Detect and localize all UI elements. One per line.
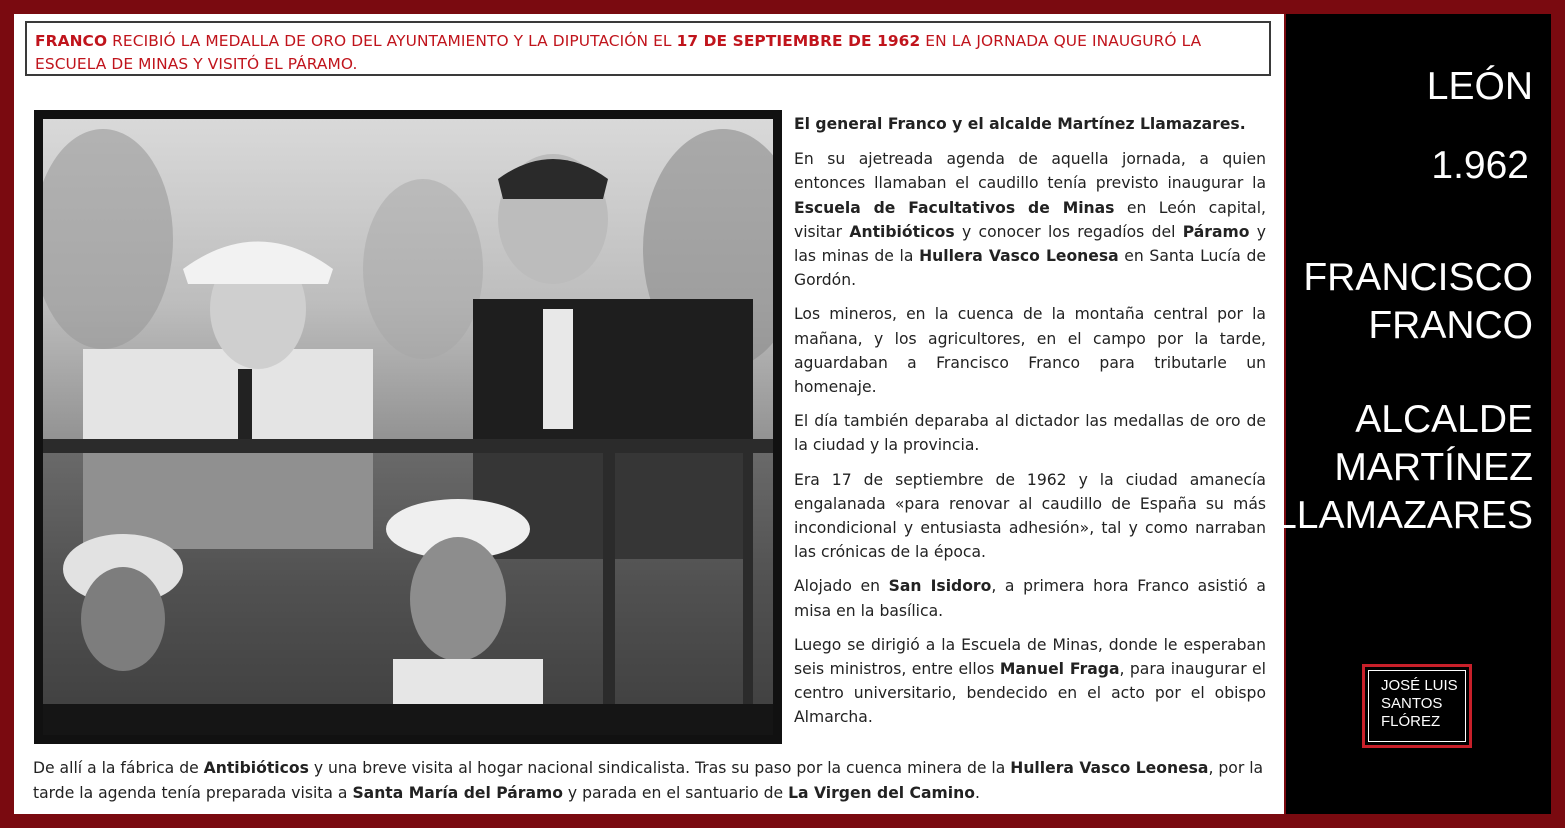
historical-photo — [43, 119, 773, 735]
author-line2: SANTOS — [1381, 695, 1443, 712]
author-line1: JOSÉ LUIS — [1381, 677, 1458, 694]
article-column — [794, 112, 1266, 740]
headline-date: 17 DE SEPTIEMBRE DE 1962 — [676, 32, 921, 50]
text-span: y parada en el santuario de — [562, 784, 789, 802]
sidebar-name-line2: FRANCO — [1368, 304, 1533, 347]
sidebar-panel — [1275, 14, 1551, 814]
text-span: y las minas de la — [794, 222, 1266, 266]
text-bold: Manuel Fraga — [999, 660, 1120, 679]
photo-caption: El general Franco y el alcalde Martínez Llamazares. — [794, 115, 1246, 133]
text-bold: Antibióticos — [849, 222, 955, 241]
author-credit — [1368, 670, 1466, 742]
author-line3: FLÓREZ — [1381, 713, 1441, 730]
photo-illustration — [43, 119, 773, 735]
headline-text-2: EN LA JORNADA QUE INAUGURÓ LA ESCUELA DE MINAS Y VISITÓ EL PÁRAMO. — [35, 32, 1202, 73]
text-bold: La Virgen del Camino — [788, 784, 975, 802]
text-span: , para inaugurar el centro universitario, bendecido en el acto por el obispo Almarcha. — [794, 660, 1266, 727]
text-bold: Antibióticos — [203, 759, 309, 777]
text-bold: Escuela de Facultativos de Minas — [794, 198, 1115, 217]
text-bold: Hullera Vasco Leonesa — [919, 247, 1119, 266]
headline-box — [25, 21, 1271, 76]
photo-frame — [34, 110, 782, 744]
footer-paragraph — [33, 756, 1273, 806]
article-paragraph-4: Era 17 de septiembre de 1962 y la ciudad amanecía engalanada «para renovar al caudillo de España su más incondicional y entusiasta adhesión», tal y como narraban las crónicas de la época. — [794, 470, 1266, 562]
author-box — [1362, 664, 1472, 748]
article-paragraph-2: Los mineros, en la cuenca de la montaña central por la mañana, y los agricultores, en el campo por la tarde, aguardaban a Francisco Franco para tributarle un homenaje. — [794, 305, 1266, 397]
sidebar-mayor-line2: MARTÍNEZ — [1334, 446, 1533, 489]
article-paragraph-1 — [794, 147, 1266, 292]
headline-name: FRANCO — [35, 32, 108, 50]
text-span: en Santa Lucía de Gordón. — [794, 247, 1266, 290]
article-paragraph-6 — [794, 633, 1266, 730]
text-span: , a primera hora Franco asistió a misa en la basílica. — [794, 577, 1266, 620]
text-span: Luego se dirigió a la Escuela de Minas, donde le esperaban seis ministros, entre ellos — [794, 635, 1266, 679]
document-page — [14, 14, 1284, 814]
text-bold: San Isidoro — [888, 577, 992, 596]
text-span: y una breve visita al hogar nacional sindicalista. Tras su paso por la cuenca minera de la — [308, 759, 1011, 777]
sidebar-city: LEÓN — [1426, 65, 1533, 108]
article-paragraph-3: El día también deparaba al dictador las medallas de oro de la ciudad y la provincia. — [794, 412, 1266, 455]
sidebar-mayor-line3: LLAMAZARES — [1275, 494, 1533, 537]
text-span: en León capital, visitar — [794, 198, 1266, 241]
sidebar-name-line1: FRANCISCO — [1303, 256, 1533, 299]
text-bold: Santa María del Páramo — [352, 784, 563, 802]
headline-text-1: RECIBIÓ LA MEDALLA DE ORO DEL AYUNTAMIENTO Y LA DIPUTACIÓN EL — [107, 32, 677, 50]
article-paragraph-5 — [794, 574, 1266, 622]
sidebar-mayor-line1: ALCALDE — [1355, 398, 1533, 441]
text-span: Alojado en — [794, 577, 889, 596]
text-bold: Páramo — [1182, 222, 1250, 241]
text-span: . — [974, 784, 980, 802]
text-span: , por la tarde la agenda tenía preparada visita a — [33, 759, 1264, 802]
text-span: De allí a la fábrica de — [33, 759, 204, 777]
sidebar-year: 1.962 — [1431, 144, 1529, 187]
text-span: y conocer los regadíos del — [954, 222, 1183, 241]
text-span: En su ajetreada agenda de aquella jornada, a quien entonces llamaban el caudillo tenía previsto inaugurar la — [794, 150, 1266, 193]
text-bold: Hullera Vasco Leonesa — [1010, 759, 1209, 777]
